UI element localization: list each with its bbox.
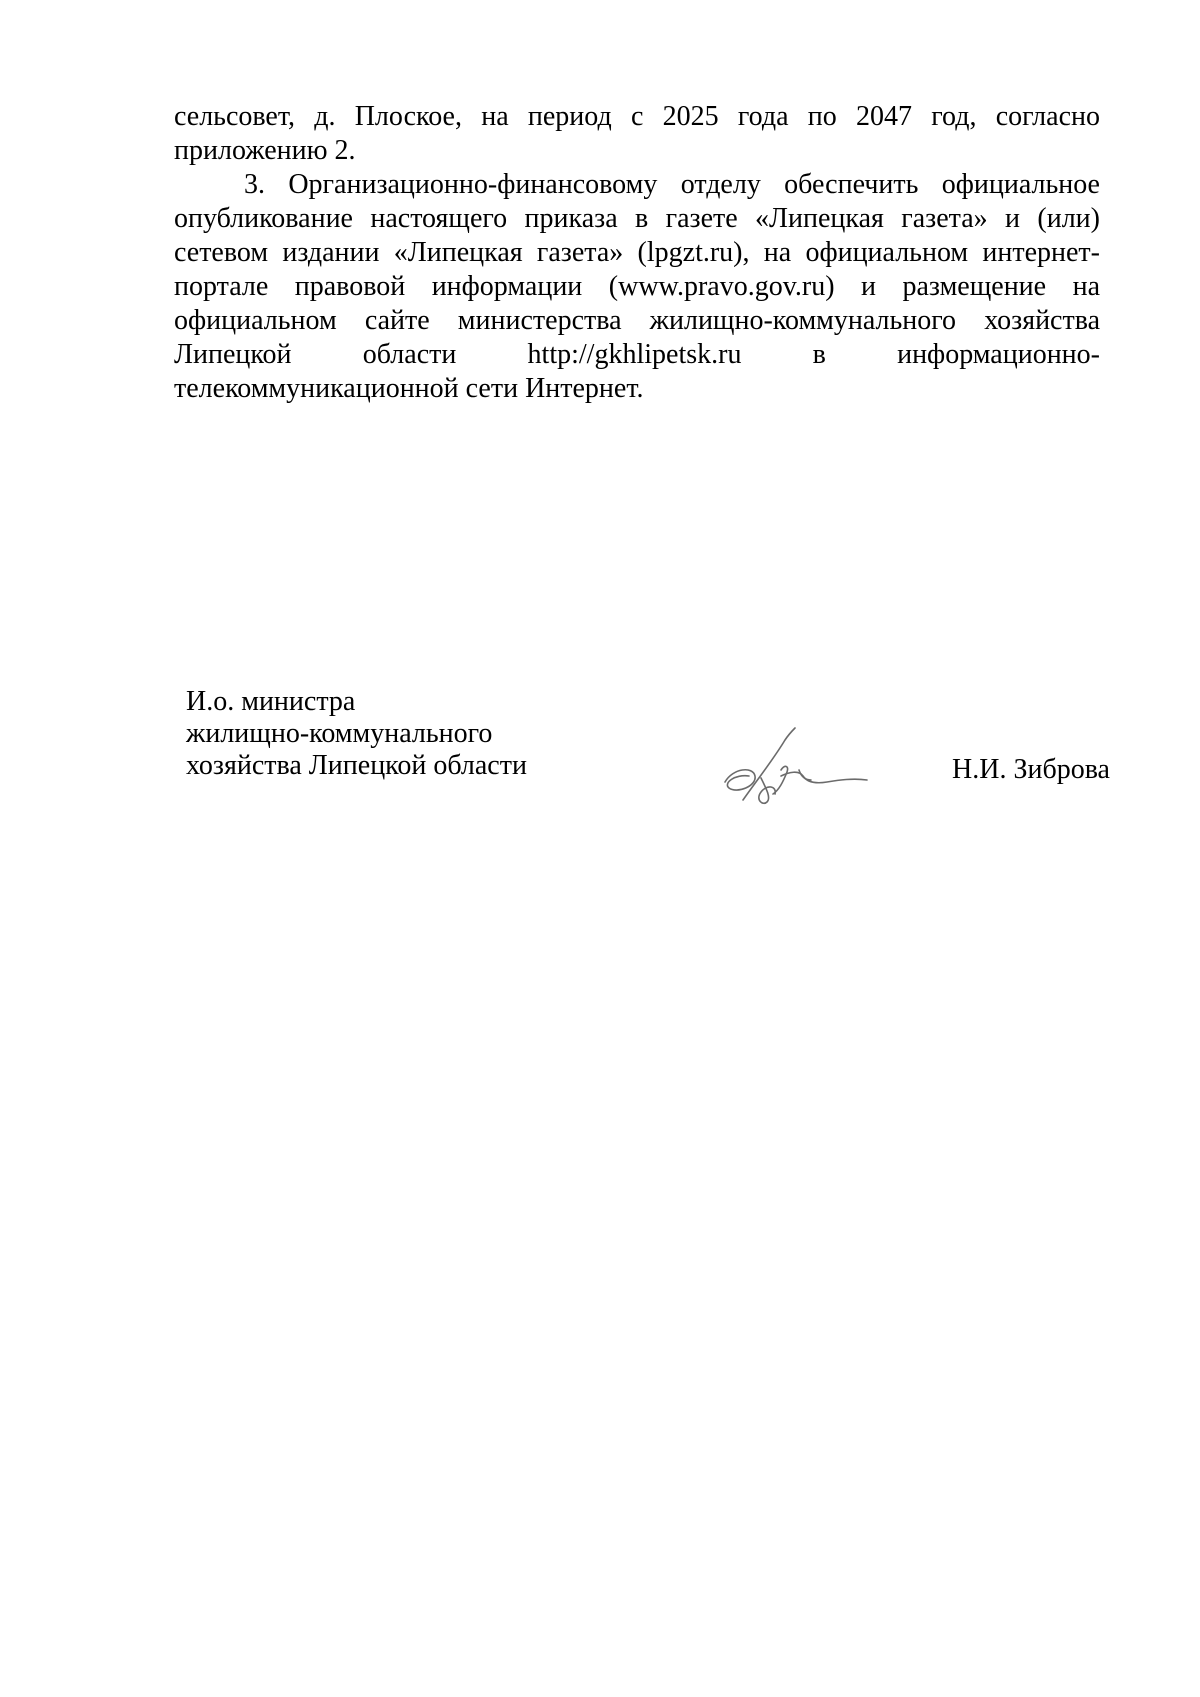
text-line: сетевом издании «Липецкая газета» (lpgzt.ru), на официальном интернет- xyxy=(174,237,1100,268)
signatory-title-line: И.о. министра xyxy=(186,686,356,717)
signatory-title-line: жилищно-коммунального xyxy=(186,718,493,749)
signatory-name: Н.И. Зиброва xyxy=(952,754,1110,785)
text-line: сельсовет, д. Плоское, на период с 2025 года по 2047 год, согласно xyxy=(174,101,1100,132)
text-line: Липецкой области http://gkhlipetsk.ru в информационно- xyxy=(174,339,1100,370)
signatory-title-line: хозяйства Липецкой области xyxy=(186,750,527,781)
signatory-position xyxy=(186,686,527,782)
text-line: приложению 2. xyxy=(174,135,356,166)
paragraph-start-line: 3. Организационно-финансовому отделу обеспечить официальное xyxy=(244,169,1100,200)
text-line: официальном сайте министерства жилищно-коммунального хозяйства xyxy=(174,305,1100,336)
text-line: портале правовой информации (www.pravo.gov.ru) и размещение на xyxy=(174,271,1100,302)
text-line: опубликование настоящего приказа в газете «Липецкая газета» и (или) xyxy=(174,203,1100,234)
document-body xyxy=(174,100,1100,406)
handwritten-signature xyxy=(715,720,875,810)
text-line: телекоммуникационной сети Интернет. xyxy=(174,373,644,404)
